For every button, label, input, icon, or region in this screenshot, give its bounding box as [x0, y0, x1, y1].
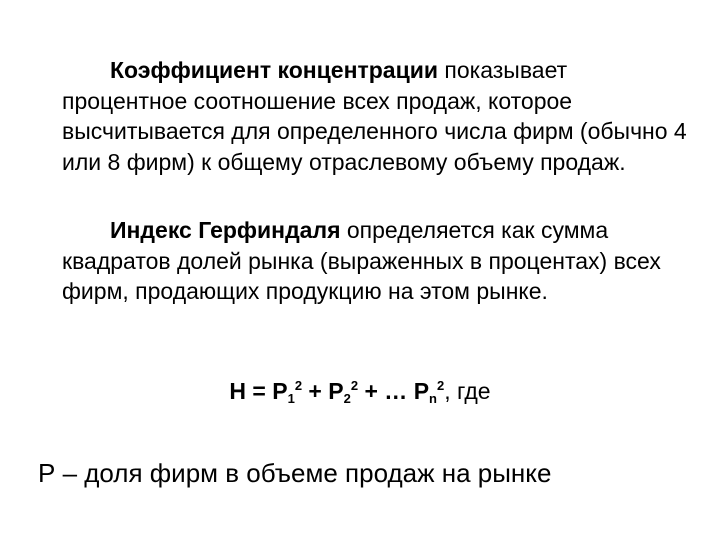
formula-tail: , где	[444, 378, 491, 404]
herfindahl-formula	[0, 378, 720, 406]
formula-plus-1: +	[302, 378, 329, 404]
formula-lhs: H =	[229, 378, 273, 404]
formula-plus-2: + …	[358, 378, 414, 404]
herfindahl-index-paragraph	[62, 215, 692, 307]
concentration-ratio-term: Коэффициент концентрации	[110, 57, 438, 83]
concentration-ratio-paragraph	[62, 55, 692, 177]
concentration-ratio-text: показывает процентное соотношение всех продаж, которое высчитывается для определенного числа фирм (обычно 4 или 8 фирм) к общему отраслевому объему продаж.	[62, 57, 687, 175]
formula-term-2: $P_2^2$	[328, 378, 359, 406]
herfindahl-index-text: определяется как сумма квадратов долей рынка (выраженных в процентах) всех фирм, продающих продукцию на этом рынке.	[62, 217, 661, 304]
variable-definition: Р – доля фирм в объеме продаж на рынке	[38, 458, 552, 488]
formula-term-n: $P_n^2$	[413, 378, 445, 406]
formula-term-1: $P_1^2$	[272, 378, 303, 406]
herfindahl-index-term: Индекс Герфиндаля	[110, 217, 341, 243]
